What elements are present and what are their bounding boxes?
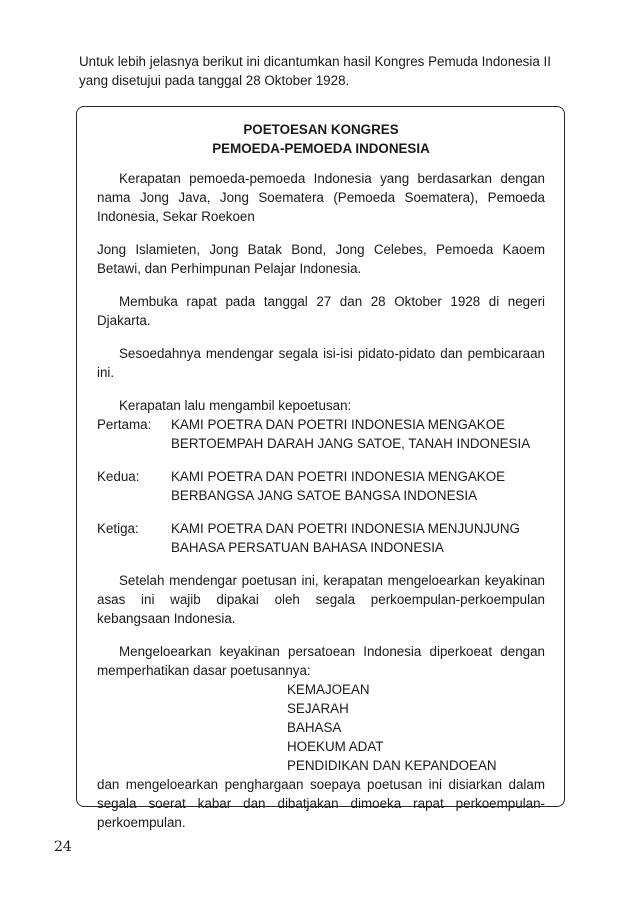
resolution-ketiga: [97, 519, 545, 557]
paragraph-6: Setelah mendengar poetusan ini, kerapatan mengeloearkan keyakinan asas ini wajib dipakai oleh segala perkoempulan-perkoempulan kebangsaan Indonesia.: [97, 573, 545, 626]
paragraph-8: dan mengeloearkan penghargaan soepaya poetusan ini disiarkan dalam segala soerat kabar dan dibatjakan dimoeka rapat perkoempulan-perkoempulan.: [97, 777, 545, 830]
paragraph-2: Jong Islamieten, Jong Batak Bond, Jong Celebes, Pemoeda Kaoem Betawi, dan Perhimpunan Pelajar Indonesia.: [97, 242, 545, 276]
dasar-item: PENDIDIKAN DAN KEPANDOEAN: [287, 758, 497, 773]
page-number: 24: [54, 839, 72, 855]
document-title-line-1: POETOESAN KONGRES: [243, 122, 399, 137]
kedua-line-1: KAMI POETRA DAN POETRI INDONESIA MENGAKOE: [171, 469, 506, 484]
document-content: [97, 120, 545, 832]
resolution-pertama: [97, 415, 545, 453]
intro-text: [79, 52, 579, 90]
paragraph-3: Membuka rapat pada tanggal 27 dan 28 Oktober 1928 di negeri Djakarta.: [97, 294, 545, 328]
ketiga-label: Ketiga:: [97, 521, 139, 536]
kedua-line-2: BERBANGSA JANG SATOE BANGSA INDONESIA: [171, 488, 478, 503]
intro-line-1: Untuk lebih jelasnya berikut ini dicantumkan hasil Kongres Pemuda Indonesia II: [79, 54, 551, 69]
intro-line-2: yang disetujui pada tanggal 28 Oktober 1928.: [79, 73, 350, 88]
paragraph-4: Sesoedahnya mendengar segala isi-isi pidato-pidato dan pembicaraan ini.: [97, 346, 545, 380]
paragraph-7: Mengeloearkan keyakinan persatoean Indonesia diperkoeat dengan memperhatikan dasar poetusannya:: [97, 644, 545, 678]
dasar-item: SEJARAH: [287, 701, 349, 716]
kedua-label: Kedua:: [97, 469, 140, 484]
resolution-kedua: [97, 467, 545, 505]
paragraph-1: Kerapatan pemoeda-pemoeda Indonesia yang berdasarkan dengan nama Jong Java, Jong Soematera (Pemoeda Soematera), Pemoeda Indonesia, Sekar Roekoen: [97, 171, 545, 224]
pertama-line-1: KAMI POETRA DAN POETRI INDONESIA MENGAKOE: [171, 417, 506, 432]
ketiga-line-2: BAHASA PERSATUAN BAHASA INDONESIA: [171, 540, 444, 555]
pertama-line-2: BERTOEMPAH DARAH JANG SATOE, TANAH INDONESIA: [171, 436, 531, 451]
ketiga-line-1: KAMI POETRA DAN POETRI INDONESIA MENJUNJUNG: [171, 521, 520, 536]
dasar-item: BAHASA: [287, 720, 342, 735]
document-title-line-2: PEMOEDA-PEMOEDA INDONESIA: [212, 141, 430, 156]
dasar-item: HOEKUM ADAT: [287, 739, 384, 754]
dasar-item: KEMAJOEAN: [287, 682, 370, 697]
pertama-label: Pertama:: [97, 417, 152, 432]
paragraph-5: Kerapatan lalu mengambil kepoetusan:: [119, 398, 352, 413]
dasar-list: [287, 680, 545, 775]
